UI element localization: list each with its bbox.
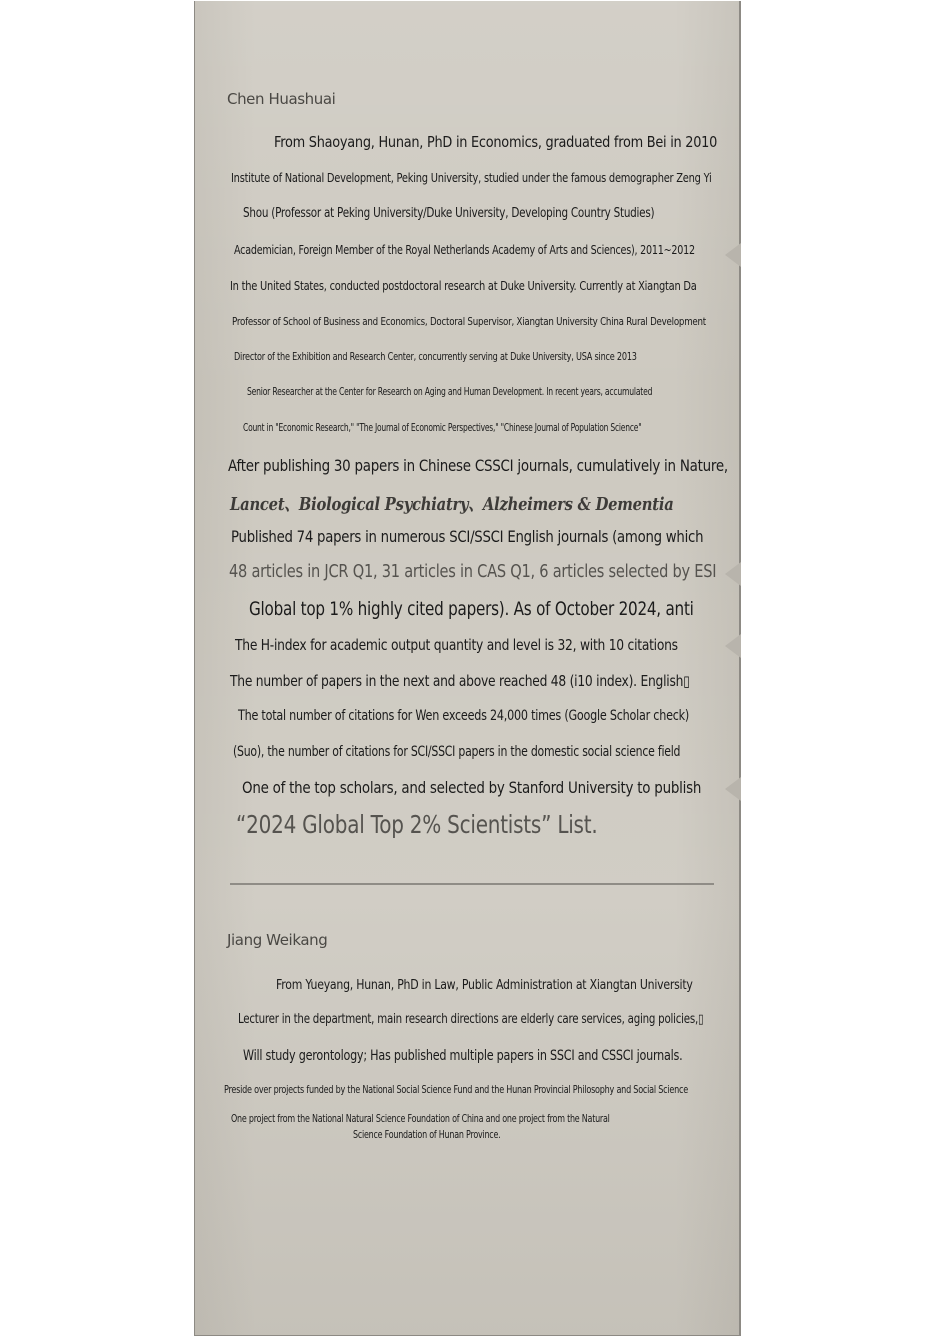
bio-line: The total number of citations for Wen exceeds 24,000 times (Google Scholar check)	[238, 708, 690, 724]
bio-line: After publishing 30 papers in Chinese CSSCI journals, cumulatively in Nature,	[228, 456, 728, 475]
section-divider	[230, 883, 714, 885]
bio-line: Will study gerontology; Has published multiple papers in SSCI and CSSCI journals.	[243, 1048, 683, 1064]
bio-line: Shou (Professor at Peking University/Duke University, Developing Country Studies)	[243, 206, 655, 221]
bio-line: Lecturer in the department, main research directions are elderly care services, aging policies,▯	[238, 1012, 704, 1027]
bio-line: Count in "Economic Research," "The Journal of Economic Perspectives," "Chinese Journal of Population Science"	[243, 422, 642, 434]
profile-name: Chen Huashuai	[227, 90, 336, 108]
edge-notch	[725, 562, 741, 586]
bio-line: Professor of School of Business and Economics, Doctoral Supervisor, Xiangtan University China Rural Development	[232, 315, 706, 328]
bio-line: Institute of National Development, Peking University, studied under the famous demographer Zeng Yi	[231, 170, 712, 185]
bio-line: Published 74 papers in numerous SCI/SSCI English journals (among which	[231, 527, 704, 546]
bio-line: From Shaoyang, Hunan, PhD in Economics, graduated from Bei in 2010	[274, 133, 718, 151]
bio-line: 48 articles in JCR Q1, 31 articles in CAS Q1, 6 articles selected by ESI	[229, 561, 717, 582]
bio-line: Senior Researcher at the Center for Research on Aging and Human Development. In recent years, accumulated	[247, 386, 653, 398]
edge-notch	[725, 243, 741, 267]
bio-line: Director of the Exhibition and Research Center, concurrently serving at Duke University, USA since 2013	[234, 350, 637, 363]
journal-names: Lancet、Biological Psychiatry、Alzheimers & Dementia	[230, 494, 674, 515]
bio-line: One project from the National Natural Science Foundation of China and one project from the Natural	[231, 1113, 610, 1125]
bio-line: One of the top scholars, and selected by Stanford University to publish	[242, 778, 702, 797]
bio-line: From Yueyang, Hunan, PhD in Law, Public Administration at Xiangtan University	[276, 977, 693, 993]
bio-line: Academician, Foreign Member of the Royal Netherlands Academy of Arts and Sciences), 2011~2012	[234, 243, 695, 257]
bio-line: (Suo), the number of citations for SCI/SSCI papers in the domestic social science field	[233, 744, 681, 760]
bio-line: In the United States, conducted postdoctoral research at Duke University. Currently at Xiangtan Da	[230, 278, 697, 293]
profile-name: Jiang Weikang	[227, 931, 328, 949]
bio-line: Global top 1% highly cited papers). As of October 2024, anti	[249, 598, 694, 620]
highlight-line: “2024 Global Top 2% Scientists” List.	[236, 810, 598, 839]
bio-line: The number of papers in the next and above reached 48 (i10 index). English▯	[230, 672, 690, 690]
bio-line: Preside over projects funded by the National Social Science Fund and the Hunan Provincial Philosophy and Social Science	[224, 1084, 688, 1096]
bio-line: Science Foundation of Hunan Province.	[353, 1129, 501, 1141]
edge-notch	[725, 634, 741, 658]
edge-notch	[725, 777, 741, 801]
bio-line: The H-index for academic output quantity and level is 32, with 10 citations	[235, 636, 678, 654]
